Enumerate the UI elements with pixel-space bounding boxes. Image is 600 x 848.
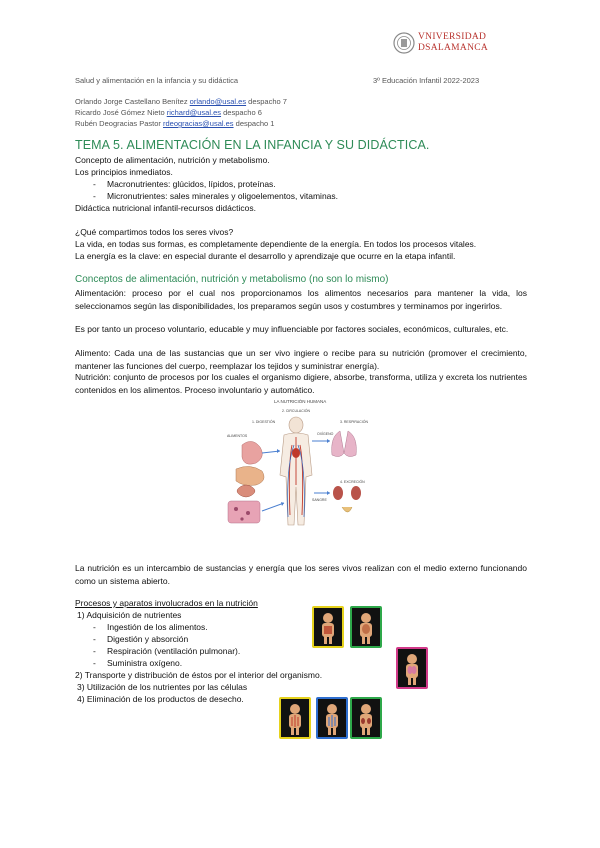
staff-email-link[interactable]: richard@usal.es bbox=[166, 108, 222, 117]
staff-office: despacho 7 bbox=[248, 97, 287, 106]
list-item: - Macronutrientes: glúcidos, lípidos, proteínas. bbox=[93, 179, 276, 189]
figure-label: 1. DIGESTIÓN bbox=[252, 420, 276, 424]
body-card-image bbox=[312, 606, 344, 648]
list-item: 2) Transporte y distribución de éstos por el interior del organismo. bbox=[75, 670, 323, 680]
paragraph: Nutrición: conjunto de procesos por los cuales el organismo digiere, absorbe, transforma, utiliza y excreta los nutrientes contenidos en los alimentos. Proceso involuntario y automático. bbox=[75, 372, 527, 395]
nutrition-diagram bbox=[222, 395, 382, 535]
body-card-image bbox=[350, 606, 382, 648]
staff-name: Orlando Jorge Castellano Benítez bbox=[75, 97, 188, 106]
list-item: - Suministra oxígeno. bbox=[93, 658, 183, 668]
figure-label: SANGRE bbox=[312, 498, 327, 502]
staff-email-link[interactable]: orlando@usal.es bbox=[189, 97, 247, 106]
university-seal-icon bbox=[393, 32, 415, 54]
staff-office: despacho 6 bbox=[223, 108, 262, 117]
paragraph: Alimento: Cada una de las sustancias que un ser vivo ingiere o recibe para su nutrición (promover el crecimiento, mantener las funciones del cuerpo, reemplazar los tejidos y suministrar energía). bbox=[75, 348, 527, 371]
staff-name: Ricardo José Gómez Nieto bbox=[75, 108, 165, 117]
paragraph: Es por tanto un proceso voluntario, educable y muy influenciable por factores sociales, económicos, culturales, etc. bbox=[75, 324, 509, 334]
body-card-image bbox=[396, 647, 428, 689]
list-item: 4) Eliminación de los productos de desecho. bbox=[77, 694, 244, 704]
logo-line-2: DSALAMANCA bbox=[418, 43, 489, 53]
figure-label: 3. RESPIRACIÓN bbox=[340, 420, 369, 424]
body-card-image bbox=[316, 697, 348, 739]
course-name: Salud y alimentación en la infancia y su didáctica bbox=[75, 76, 239, 85]
figure-label: 4. EXCRECIÓN bbox=[340, 480, 365, 484]
paragraph: La energía es la clave: en especial durante el desarrollo y aprendizaje que ocurre en la etapa infantil. bbox=[75, 251, 456, 261]
figure-label: OXÍGENO bbox=[317, 432, 334, 436]
list-item: - Ingestión de los alimentos. bbox=[93, 622, 208, 632]
body-card-image bbox=[279, 697, 311, 739]
section-heading: Conceptos de alimentación, nutrición y metabolismo (no son lo mismo) bbox=[75, 274, 389, 285]
staff-office: despacho 1 bbox=[235, 119, 275, 128]
staff-email-link[interactable]: rdeogracias@usal.es bbox=[162, 119, 234, 128]
staff-row bbox=[75, 97, 287, 107]
figure-label: 2. CIRCULACIÓN bbox=[282, 409, 311, 413]
list-item: - Digestión y absorción bbox=[93, 634, 189, 644]
list-item: - Respiración (ventilación pulmonar). bbox=[93, 646, 241, 656]
intro-line: Didáctica nutricional infantil-recursos didácticos. bbox=[75, 203, 256, 213]
staff-row bbox=[75, 108, 262, 118]
intro-line: Concepto de alimentación, nutrición y metabolismo. bbox=[75, 155, 270, 165]
intro-line: Los principios inmediatos. bbox=[75, 167, 173, 177]
university-logo bbox=[393, 30, 489, 60]
paragraph: La nutrición es un intercambio de sustancias y energía que los seres vivos realizan con el medio externo funcionando como un sistema abierto. bbox=[75, 563, 527, 586]
page-title: TEMA 5. ALIMENTACIÓN EN LA INFANCIA Y SU DIDÁCTICA. bbox=[75, 138, 430, 152]
question-heading: ¿Qué compartimos todos los seres vivos? bbox=[75, 227, 234, 237]
figure-label: ALIMENTOS bbox=[227, 434, 248, 438]
paragraph: La vida, en todas sus formas, es completamente dependiente de la energía. En todos los procesos vitales. bbox=[75, 239, 477, 249]
paragraph: Alimentación: proceso por el cual nos proporcionamos los alimentos necesarios para mantener la vida, los seleccionamos según las disponibilidades, los preparamos según usos y costumbres y terminamos por ingerirlos. bbox=[75, 288, 527, 311]
nutrition-diagram-image bbox=[222, 395, 382, 535]
figure-title: LA NUTRICIÓN HUMANA bbox=[274, 399, 327, 404]
body-card-image bbox=[350, 697, 382, 739]
staff-row bbox=[75, 119, 274, 129]
course-year: 3º Educación Infantil 2022-2023 bbox=[373, 76, 480, 85]
list-item: 1) Adquisición de nutrientes bbox=[77, 610, 182, 620]
processes-heading: Procesos y aparatos involucrados en la nutrición bbox=[75, 598, 258, 608]
list-item: 3) Utilización de los nutrientes por las células bbox=[77, 682, 248, 692]
staff-name: Rubén Deogracias Pastor bbox=[75, 119, 161, 128]
logo-line-1: VNIVERSIDAD bbox=[418, 32, 487, 42]
list-item: - Micronutrientes: sales minerales y oligoelementos, vitaminas. bbox=[93, 191, 339, 201]
